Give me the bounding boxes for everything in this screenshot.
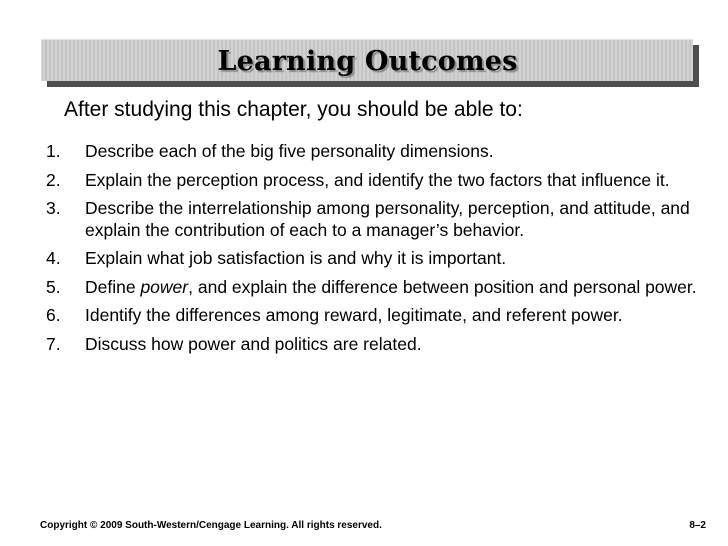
outcome-text: [85, 141, 494, 161]
outcome-number: 4.: [46, 248, 61, 268]
outcome-text-segment: Identify the differences among reward, legitimate, and referent power.: [85, 305, 623, 325]
outcome-item: [40, 198, 700, 241]
outcome-text-segment: Explain the perception process, and identify the two factors that influence it.: [85, 169, 670, 190]
outcome-text: [85, 170, 670, 190]
outcome-item: [40, 277, 700, 299]
outcome-number: 2.: [46, 169, 61, 190]
outcome-item: [40, 141, 700, 163]
outcome-number: 6.: [46, 305, 61, 325]
intro-text: After studying this chapter, you should be able to:: [64, 98, 523, 121]
outcome-text: [85, 198, 690, 240]
outcome-number: 3.: [46, 198, 61, 218]
page-title: Learning Outcomes: [217, 46, 518, 77]
outcomes-list: [40, 141, 700, 362]
outcome-text: [85, 248, 506, 268]
outcome-text: [85, 334, 422, 354]
outcome-item: [40, 334, 700, 356]
outcome-text-segment: , and explain the difference between position and personal power.: [188, 276, 697, 297]
outcome-text-segment: Explain what job satisfaction is and why it is important.: [85, 248, 507, 268]
outcome-text: [85, 305, 623, 325]
outcome-item: [40, 170, 700, 192]
outcome-number: 5.: [46, 276, 61, 297]
page-number: 8–2: [689, 520, 706, 531]
outcome-text-segment: Describe each of the big five personality dimensions.: [85, 141, 494, 161]
outcome-text-segment: Define: [85, 276, 141, 297]
title-banner: [41, 39, 693, 81]
outcome-text-segment: Discuss how power and politics are related.: [85, 333, 422, 354]
outcome-text: [85, 277, 697, 297]
copyright-notice: Copyright © 2009 South-Western/Cengage Learning. All rights reserved.: [40, 520, 382, 531]
emphasis-term: power: [140, 276, 189, 297]
outcome-text-segment: Describe the interrelationship among personality, perception, and attitude, and explain the contribution of each to a manager’s behavior.: [85, 198, 690, 240]
outcome-number: 1.: [46, 141, 61, 161]
outcome-item: [40, 305, 700, 327]
outcome-item: [40, 248, 700, 270]
outcome-number: 7.: [46, 333, 61, 354]
